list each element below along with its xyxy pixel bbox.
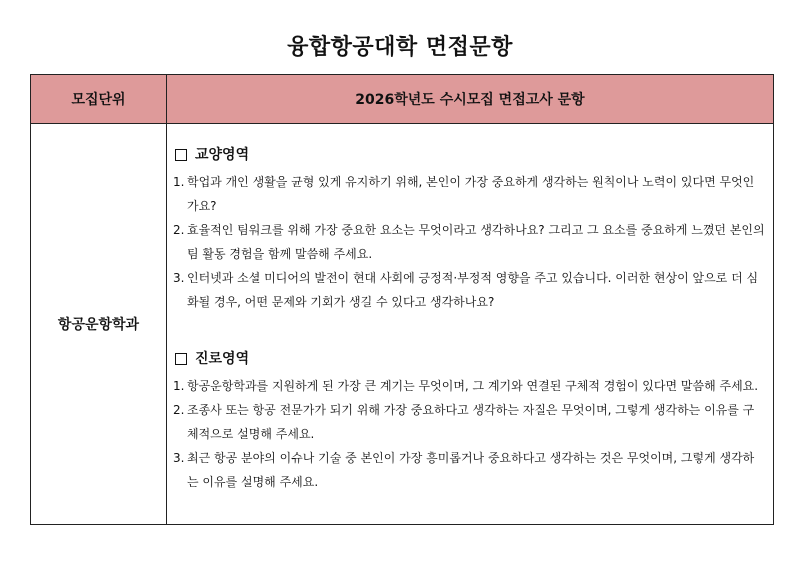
questions-cell (167, 124, 774, 525)
question-number: 3. (173, 271, 185, 285)
page-title: 융합항공대학 면접문항 (287, 35, 513, 60)
checkbox-icon (175, 353, 187, 365)
question-text: 최근 항공 분야의 이슈나 기술 중 본인이 가장 흥미롭거나 중요하다고 생각하는 것은 무엇이며, 그렇게 생각하는 이유를 설명해 주세요. (187, 451, 755, 489)
question-item (173, 170, 765, 218)
table-body-row (31, 124, 774, 525)
question-text: 조종사 또는 항공 전문가가 되기 위해 가장 중요하다고 생각하는 자질은 무엇이며, 그렇게 생각하는 이유를 구체적으로 설명해 주세요. (187, 403, 755, 441)
question-number: 2. (173, 223, 185, 237)
question-item (173, 218, 765, 266)
question-number: 1. (173, 175, 185, 189)
question-text: 학업과 개인 생활을 균형 있게 유지하기 위해, 본인이 가장 중요하게 생각하는 원칙이나 노력이 있다면 무엇인가요? (187, 175, 755, 213)
section-title-career (173, 346, 765, 372)
section-title-label: 진로영역 (195, 351, 250, 367)
section-title-liberal-arts (173, 142, 765, 168)
question-text: 효율적인 팀워크를 위해 가장 중요한 요소는 무엇이라고 생각하나요? 그리고 그 요소를 중요하게 느꼈던 본인의 팀 활동 경험을 함께 말씀해 주세요. (187, 223, 765, 261)
section-title-label: 교양영역 (195, 147, 250, 163)
header-recruit-unit: 모집단위 (31, 75, 167, 124)
question-number: 2. (173, 403, 185, 417)
question-text: 항공운항학과를 지원하게 된 가장 큰 계기는 무엇이며, 그 계기와 연결된 구체적 경험이 있다면 말씀해 주세요. (187, 379, 759, 393)
question-number: 1. (173, 379, 185, 393)
header-exam-questions: 2026학년도 수시모집 면접고사 문항 (167, 75, 774, 124)
question-item (173, 446, 765, 494)
question-item (173, 374, 765, 398)
exam-question-table (30, 74, 774, 525)
table-header-row (31, 75, 774, 124)
question-number: 3. (173, 451, 185, 465)
question-item (173, 266, 765, 314)
question-text: 인터넷과 소셜 미디어의 발전이 현대 사회에 긍정적·부정적 영향을 주고 있습니다. 이러한 현상이 앞으로 더 심화될 경우, 어떤 문제와 기회가 생길 수 있다고 생각하나요? (187, 271, 759, 309)
question-item (173, 398, 765, 446)
checkbox-icon (175, 149, 187, 161)
recruit-unit-name: 항공운항학과 (31, 124, 167, 525)
